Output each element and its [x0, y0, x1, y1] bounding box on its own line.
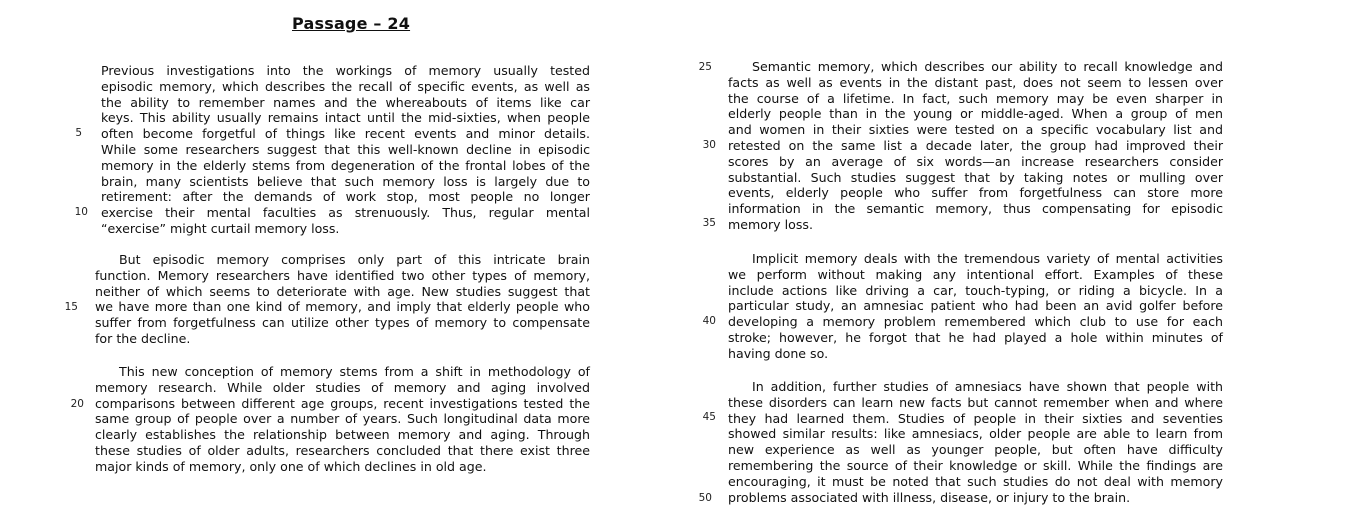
left-paragraph-2: [95, 252, 590, 347]
text-line: episodic memory, which describes the recall of specific events, as well as: [101, 78, 590, 94]
text-line: brain, many scientists believe that such memory loss is largely due to: [101, 173, 590, 189]
text-line: function. Memory researchers have identified two other types of memory,: [95, 267, 590, 283]
text-line: remembering the source of their knowledge or skill. While the findings are: [728, 457, 1223, 473]
text-line: these disorders can learn new facts but cannot remember when and where: [728, 394, 1223, 410]
text-line: exercise their mental faculties as strenuously. Thus, regular mental: [101, 205, 590, 221]
text-line: major kinds of memory, only one of which declines in old age.: [95, 458, 487, 474]
right-paragraph-2: [728, 251, 1223, 362]
text-line: memory loss.: [728, 216, 813, 232]
text-line: facts as well as events in the distant past, does not seem to lessen over: [728, 74, 1223, 90]
text-line: suffer from forgetfulness can utilize other types of memory to compensate: [95, 315, 590, 331]
text-line: these studies of older adults, researchers concluded that there exist three: [95, 442, 590, 458]
text-line: substantial. Such studies suggest that by taking notes or mulling over: [728, 169, 1223, 185]
text-line: Semantic memory, which describes our ability to recall knowledge and: [752, 59, 1223, 74]
text-line: include actions like driving a car, touch-typing, or riding a bicycle. In a: [728, 282, 1223, 298]
text-line: But episodic memory comprises only part of this intricate brain: [119, 252, 590, 267]
line-number: 45: [702, 411, 716, 423]
text-line: showed similar results: like amnesiacs, older people are able to learn from: [728, 426, 1223, 442]
text-line: for the decline.: [95, 330, 191, 346]
text-line: memory in the elderly stems from degeneration of the frontal lobes of the: [101, 157, 590, 173]
text-line: Previous investigations into the workings of memory usually tested: [101, 63, 590, 78]
line-number: 20: [70, 398, 84, 410]
passage-title: Passage – 24: [292, 14, 411, 33]
text-line: neither of which seems to deteriorate with age. New studies suggest that: [95, 283, 590, 299]
text-line: In addition, further studies of amnesiacs have shown that people with: [752, 379, 1223, 394]
text-line: new experience as well as younger people, but often have difficulty: [728, 442, 1223, 458]
right-paragraph-3: [728, 379, 1223, 505]
text-line: developing a memory problem remembered which club to use for each: [728, 314, 1223, 330]
text-line: Implicit memory deals with the tremendous variety of mental activities: [752, 251, 1223, 266]
text-line: information in the semantic memory, thus compensating for episodic: [728, 201, 1223, 217]
line-number: 15: [64, 301, 78, 313]
text-line: we perform without making any intentional effort. Examples of these: [728, 266, 1223, 282]
text-line: comparisons between different age groups, recent investigations tested the: [95, 395, 590, 411]
line-number: 30: [702, 139, 716, 151]
text-line: they had learned them. Studies of people in their sixties and seventies: [728, 410, 1223, 426]
line-number: 50: [698, 492, 712, 504]
line-number: 35: [702, 217, 716, 229]
text-line: stroke; however, he forgot that he had played a hole within minutes of: [728, 329, 1223, 345]
text-line: clearly establishes the relationship between memory and aging. Through: [95, 427, 590, 443]
text-line: memory research. While older studies of memory and aging involved: [95, 379, 590, 395]
text-line: “exercise” might curtail memory loss.: [101, 220, 340, 236]
text-line: the course of a lifetime. In fact, such memory may be even sharper in: [728, 90, 1223, 106]
text-line: and women in their sixties were tested on a specific vocabulary list and: [728, 122, 1223, 138]
text-line: retested on the same list a decade later, the group had improved their: [728, 137, 1223, 153]
text-line: having done so.: [728, 345, 829, 361]
left-paragraph-1: [101, 63, 590, 237]
left-paragraph-3: [95, 364, 590, 475]
text-line: retirement: after the demands of work stop, most people no longer: [101, 189, 590, 205]
text-line: particular study, an amnesiac patient who had been an avid golfer before: [728, 298, 1223, 314]
text-line: problems associated with illness, disease, or injury to the brain.: [728, 489, 1131, 505]
text-line: This new conception of memory stems from a shift in methodology of: [119, 364, 590, 379]
line-number: 10: [74, 206, 88, 218]
text-line: While some researchers suggest that this well-known decline in episodic: [101, 141, 590, 157]
line-number: 25: [698, 61, 712, 73]
text-line: the ability to remember names and the whereabouts of items like car: [101, 94, 590, 110]
text-line: encouraging, it must be noted that such studies do not deal with memory: [728, 473, 1223, 489]
right-paragraph-1: [728, 59, 1223, 233]
text-line: often become forgetful of things like recent events and minor details.: [101, 126, 590, 142]
text-line: scores by an average of six words—an increase researchers consider: [728, 153, 1223, 169]
line-number: 5: [75, 127, 82, 139]
text-line: same group of people over a number of years. Such longitudinal data more: [95, 411, 590, 427]
text-line: elderly people than in the young or middle-aged. When a group of men: [728, 106, 1223, 122]
text-line: we have more than one kind of memory, and imply that elderly people who: [95, 299, 590, 315]
text-line: events, elderly people who suffer from forgetfulness can store more: [728, 185, 1223, 201]
text-line: keys. This ability usually remains intact until the mid-sixties, when people: [101, 110, 590, 126]
line-number: 40: [702, 315, 716, 327]
